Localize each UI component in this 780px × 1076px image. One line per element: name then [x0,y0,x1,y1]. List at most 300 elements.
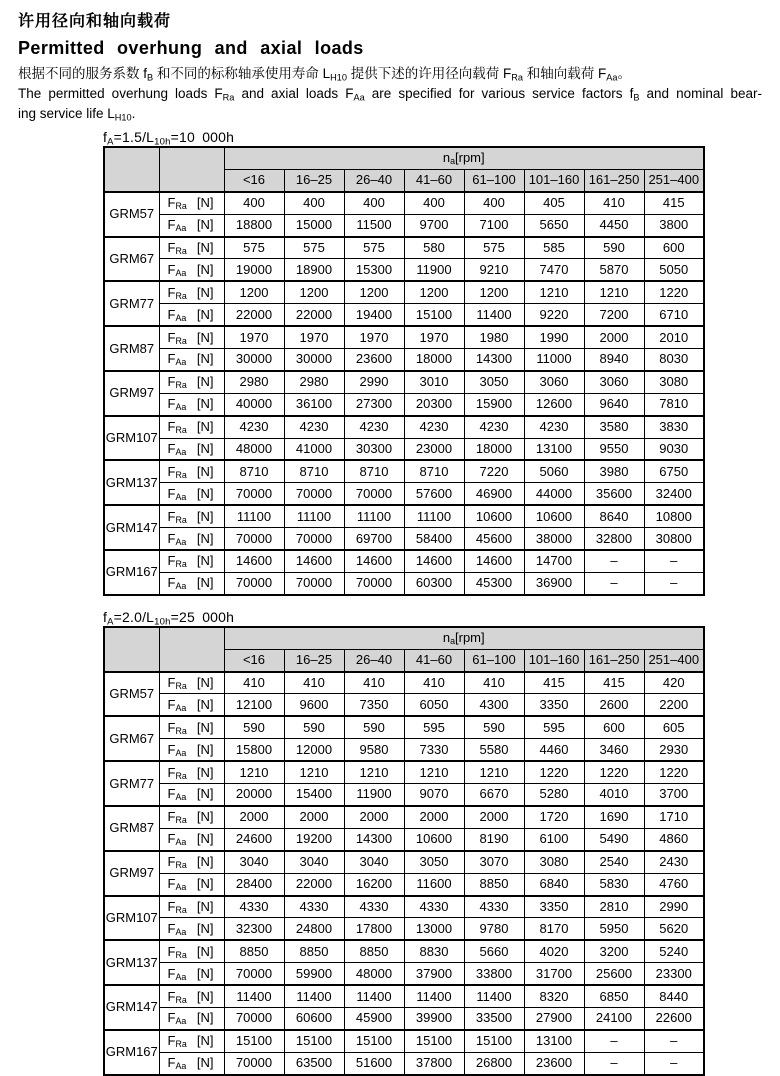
force-label: $F_{Ra}$ [N] [167,719,214,737]
force-label: $F_{Aa}$ [N] [167,741,214,758]
load-value-cell: 11500 [344,214,404,236]
force-label: $F_{Aa}$ [N] [167,306,214,323]
force-label-cell [159,505,224,527]
load-value-cell: 3980 [584,460,644,482]
force-label-cell [159,1030,224,1052]
load-value-cell: 46900 [464,483,524,505]
load-value-cell: 415 [644,192,704,214]
load-value-cell: 24600 [224,828,284,850]
load-value-cell: 3080 [644,371,704,393]
load-value-cell: 1220 [644,761,704,783]
load-value-cell: 1200 [284,281,344,303]
load-value-cell: 5650 [524,214,584,236]
load-value-cell: 15000 [284,214,344,236]
load-value-cell: 10600 [524,505,584,527]
force-label-cell [159,460,224,482]
load-value-cell: 1710 [644,806,704,828]
load-value-cell: 63500 [284,1052,344,1074]
force-label-cell [159,237,224,259]
speed-range-header: 26–40 [344,649,404,671]
load-value-cell: 6100 [524,828,584,850]
load-value-cell: 8830 [404,940,464,962]
speed-range-header: <16 [224,169,284,191]
subscript: Ra [175,335,187,346]
load-value-cell: 14600 [284,550,344,572]
load-value-cell: 70000 [284,483,344,505]
load-value-cell: 585 [524,237,584,259]
load-value-cell: 2000 [344,806,404,828]
load-value-cell: 30300 [344,438,404,460]
table-row [104,806,704,828]
table-row [104,918,704,940]
load-value-cell: 28400 [224,873,284,895]
load-value-cell: 2600 [584,694,644,716]
force-label-cell [159,483,224,505]
load-value-cell: 11100 [224,505,284,527]
unit-label: [N] [196,876,214,892]
load-value-cell: 10800 [644,505,704,527]
subscript: Ra [175,860,187,871]
load-value-cell: 4230 [524,416,584,438]
model-cell: GRM167 [104,1030,159,1075]
unit-label: [N] [196,719,214,735]
load-value-cell: 15400 [284,784,344,806]
load-value-cell: 9070 [404,784,464,806]
load-value-cell: 23000 [404,438,464,460]
table-row [104,828,704,850]
load-value-cell: 70000 [224,483,284,505]
load-value-cell: 13100 [524,438,584,460]
load-value-cell: 410 [224,672,284,694]
load-value-cell: 69700 [344,528,404,550]
speed-axis-header: $n_a[rpm]$ [224,627,704,649]
load-value-cell: 6850 [584,985,644,1007]
force-label-cell [159,326,224,348]
load-value-cell: 590 [344,716,404,738]
load-value-cell: 590 [284,716,344,738]
load-value-cell: 14600 [464,550,524,572]
load-value-cell: 8440 [644,985,704,1007]
caption-text: =10 000h [170,129,235,145]
load-value-cell: 575 [464,237,524,259]
load-value-cell: 5950 [584,918,644,940]
force-label-cell [159,438,224,460]
intro-zh-text: 根据不同的服务系数 f [18,66,148,81]
force-label-cell [159,214,224,236]
load-value-cell: – [644,572,704,594]
unit-label: [N] [196,261,214,277]
intro-paragraph-en-line2 [18,104,762,124]
speed-range-header: 101–160 [524,649,584,671]
force-label: $F_{Aa}$ [N] [167,1010,214,1027]
load-value-cell: 3460 [584,739,644,761]
unit-label: [N] [196,240,214,255]
force-label-cell [159,940,224,962]
intro-en-text: . [131,106,136,121]
subscript: A [107,616,114,628]
load-value-cell: 45900 [344,1007,404,1029]
speed-range-header: 61–100 [464,169,524,191]
force-label: $F_{Ra}$ [N] [167,195,214,212]
load-value-cell: 1690 [584,806,644,828]
unit-label: [N] [196,419,214,435]
load-value-cell: 20000 [224,784,284,806]
speed-range-header: <16 [224,649,284,671]
load-value-cell: 27300 [344,393,404,415]
load-value-cell: 27900 [524,1007,584,1029]
subscript: Ra [175,425,187,436]
load-value-cell: 11600 [404,873,464,895]
table-row [104,281,704,303]
load-value-cell: 3060 [524,371,584,393]
load-value-cell: – [644,550,704,572]
speed-range-header: 61–100 [464,649,524,671]
table-corner-cell [159,147,224,192]
force-label: $F_{Ra}$ [N] [167,1033,214,1050]
load-value-cell: 4020 [524,940,584,962]
unit-label: [N] [196,741,214,757]
table-row [104,259,704,281]
caption-text: =1.5/L [113,129,155,145]
force-label: $F_{Ra}$ [N] [167,508,214,525]
load-value-cell: – [644,1030,704,1052]
load-value-cell: 2430 [644,851,704,873]
load-value-cell: 580 [404,237,464,259]
load-value-cell: 4010 [584,784,644,806]
caption-text: f [103,608,108,625]
table-row [104,784,704,806]
load-value-cell: 30000 [284,349,344,371]
load-value-cell: 4860 [644,828,704,850]
load-value-cell: 22000 [224,304,284,326]
load-value-cell: 5660 [464,940,524,962]
intro-en-text: and axial loads F [234,86,354,101]
subscript: A [107,136,114,148]
force-label: $F_{Ra}$ [N] [167,553,214,570]
page-title-zh: 许用径向和轴向载荷 [18,13,172,30]
load-value-cell: 22600 [644,1007,704,1029]
table-row [104,349,704,371]
force-label: $F_{Aa}$ [N] [167,261,214,279]
load-value-cell: 45600 [464,528,524,550]
load-value-cell: – [584,1052,644,1074]
unit-label: [N] [196,553,214,569]
load-value-cell: 7810 [644,393,704,415]
unit-label: [N] [196,786,214,802]
load-value-cell: 9210 [464,259,524,281]
load-value-cell: 4450 [584,214,644,236]
load-value-cell: 8940 [584,349,644,371]
load-value-cell: 13100 [524,1030,584,1052]
load-value-cell: 51600 [344,1052,404,1074]
subscript: Aa [175,447,187,458]
load-value-cell: 4330 [284,896,344,918]
load-value-cell: 11400 [344,985,404,1007]
model-cell: GRM137 [104,940,159,985]
force-label: $F_{Aa}$ [N] [167,1055,214,1072]
load-value-cell: 8030 [644,349,704,371]
unit-label: [N] [196,920,214,936]
table-row [104,438,704,460]
load-value-cell: 11400 [224,985,284,1007]
model-cell: GRM147 [104,505,159,550]
load-value-cell: 18800 [224,214,284,236]
load-value-cell: 1970 [284,326,344,348]
unit-label: [N] [196,195,214,211]
load-value-cell: 6750 [644,460,704,482]
model-cell: GRM87 [104,806,159,851]
load-value-cell: 58400 [404,528,464,550]
load-value-cell: 1720 [524,806,584,828]
load-value-cell: 590 [224,716,284,738]
load-value-cell: 11900 [344,784,404,806]
load-value-cell: 4230 [224,416,284,438]
force-label: $F_{Ra}$ [N] [167,898,214,916]
table-row [104,460,704,482]
load-value-cell: 1990 [524,326,584,348]
subscript: Aa [606,72,618,83]
load-value-cell: 19400 [344,304,404,326]
load-table-fa20 [103,626,705,1076]
load-table-fa15 [103,146,705,596]
load-value-cell: 7100 [464,214,524,236]
load-value-cell: 13000 [404,918,464,940]
load-value-cell: 9640 [584,393,644,415]
subscript: Ra [175,514,187,525]
load-value-cell: 1200 [344,281,404,303]
load-value-cell: 6710 [644,304,704,326]
caption-text: f [103,129,108,145]
unit-label: [N] [196,1055,214,1071]
load-value-cell: 45300 [464,572,524,594]
subscript: Ra [175,290,187,301]
unit-label: [N] [196,1033,214,1049]
load-value-cell: 1210 [524,281,584,303]
model-cell: GRM167 [104,550,159,595]
load-value-cell: 1200 [404,281,464,303]
load-value-cell: 2000 [284,806,344,828]
model-cell: GRM57 [104,672,159,717]
load-value-cell: 59900 [284,963,344,985]
load-value-cell: 3350 [524,896,584,918]
table-row [104,326,704,348]
load-value-cell: 22000 [284,873,344,895]
force-label-cell [159,259,224,281]
load-value-cell: 9550 [584,438,644,460]
load-value-cell: 35600 [584,483,644,505]
load-value-cell: 7220 [464,460,524,482]
subscript: Aa [175,312,187,323]
load-value-cell: 60600 [284,1007,344,1029]
load-value-cell: 3830 [644,416,704,438]
load-value-cell: 32400 [644,483,704,505]
load-value-cell: 3050 [464,371,524,393]
subscript: Ra [175,681,187,692]
table-row [104,572,704,594]
load-value-cell: 8190 [464,828,524,850]
table-row [104,694,704,716]
load-value-cell: – [644,1052,704,1074]
subscript: a [450,636,456,647]
table-row [104,761,704,783]
unit-label: [N] [196,943,214,959]
load-value-cell: 33800 [464,963,524,985]
load-value-cell: 2990 [344,371,404,393]
load-value-cell: 2200 [644,694,704,716]
load-value-cell: 8170 [524,918,584,940]
force-label-cell [159,828,224,850]
load-value-cell: 14700 [524,550,584,572]
table-corner-cell [104,147,159,192]
force-label: $F_{Aa}$ [N] [167,696,214,714]
model-cell: GRM147 [104,985,159,1030]
load-value-cell: 4330 [464,896,524,918]
force-label-cell [159,918,224,940]
load-value-cell: 410 [584,192,644,214]
model-cell: GRM97 [104,371,159,416]
load-value-cell: 38000 [524,528,584,550]
load-value-cell: 15100 [224,1030,284,1052]
force-label-cell [159,784,224,806]
load-value-cell: 18000 [404,349,464,371]
load-value-cell: 8710 [284,460,344,482]
subscript: 10h [154,136,171,148]
load-value-cell: 70000 [224,572,284,594]
table-row [104,873,704,895]
force-label-cell [159,1007,224,1029]
load-value-cell: 8850 [284,940,344,962]
subscript: Ra [175,470,187,481]
unit-label: [N] [196,696,214,712]
load-value-cell: 3800 [644,214,704,236]
load-value-cell: 1210 [584,281,644,303]
caption-text: =25 000h [170,608,235,625]
load-value-cell: 8850 [464,873,524,895]
load-value-cell: 48000 [224,438,284,460]
model-cell: GRM107 [104,416,159,461]
load-value-cell: 1980 [464,326,524,348]
load-value-cell: 19000 [224,259,284,281]
force-label-cell [159,192,224,214]
load-value-cell: 3040 [284,851,344,873]
unit-label: [N] [196,530,214,546]
subscript: Ra [175,770,187,781]
table-row [104,851,704,873]
load-value-cell: 410 [284,672,344,694]
table2-caption [103,608,762,628]
force-label-cell [159,371,224,393]
intro-en-text: and nominal bear- [639,86,762,101]
subscript: Aa [175,492,187,502]
force-label: $F_{Aa}$ [N] [167,351,214,368]
force-label: $F_{Aa}$ [N] [167,920,214,938]
subscript: Aa [175,223,187,234]
force-label: $F_{Ra}$ [N] [167,764,214,781]
load-value-cell: 1970 [224,326,284,348]
model-cell: GRM57 [104,192,159,237]
load-value-cell: 405 [524,192,584,214]
load-value-cell: 11400 [284,985,344,1007]
load-value-cell: 70000 [224,963,284,985]
subscript: Ra [175,201,187,212]
force-label-cell [159,985,224,1007]
load-value-cell: 6050 [404,694,464,716]
unit-label: [N] [196,965,214,981]
table-row [104,371,704,393]
load-value-cell: 12000 [284,739,344,761]
force-label-cell [159,694,224,716]
load-value-cell: 5060 [524,460,584,482]
unit-label: [N] [196,217,214,233]
intro-en-text: The permitted overhung loads F [18,86,223,101]
intro-en-text: ing service life L [18,106,115,121]
load-value-cell: 57600 [404,483,464,505]
table-row [104,985,704,1007]
load-value-cell: 2990 [644,896,704,918]
load-value-cell: 3010 [404,371,464,393]
load-value-cell: 70000 [344,483,404,505]
unit-label: [N] [196,1010,214,1026]
table-row [104,1007,704,1029]
load-value-cell: 2980 [284,371,344,393]
subscript: Ra [175,994,187,1005]
load-value-cell: 2000 [224,806,284,828]
load-value-cell: 12600 [524,393,584,415]
subscript: Aa [175,971,187,982]
subscript: H10 [330,72,347,83]
subscript: Ra [175,905,187,916]
force-label-cell [159,896,224,918]
load-value-cell: 3060 [584,371,644,393]
table-row [104,1030,704,1052]
load-value-cell: 6670 [464,784,524,806]
load-value-cell: 10600 [464,505,524,527]
force-label-cell [159,281,224,303]
load-value-cell: 14300 [344,828,404,850]
unit-label: [N] [196,351,214,367]
intro-zh-text: 和轴向载荷 F [522,66,607,81]
subscript: Aa [175,581,187,592]
speed-range-header: 101–160 [524,169,584,191]
unit-label: [N] [196,463,214,479]
subscript: Aa [353,92,365,103]
model-cell: GRM137 [104,460,159,505]
load-value-cell: 41000 [284,438,344,460]
load-value-cell: 15100 [404,1030,464,1052]
table-row [104,716,704,738]
speed-range-header: 251–400 [644,169,704,191]
load-value-cell: 11100 [344,505,404,527]
load-value-cell: 1200 [464,281,524,303]
model-cell: GRM97 [104,851,159,896]
unit-label: [N] [196,575,214,591]
speed-range-header: 161–250 [584,169,644,191]
load-value-cell: 1200 [224,281,284,303]
load-value-cell: 1210 [224,761,284,783]
load-value-cell: 37900 [404,963,464,985]
force-label-cell [159,1052,224,1074]
load-value-cell: 24800 [284,918,344,940]
load-value-cell: 7350 [344,694,404,716]
load-value-cell: 5830 [584,873,644,895]
load-value-cell: 23600 [524,1052,584,1074]
load-value-cell: 7200 [584,304,644,326]
force-label-cell [159,416,224,438]
force-label-cell [159,393,224,415]
subscript: Aa [175,1061,187,1072]
intro-en-text: are specified for various service factors f [364,86,634,101]
subscript: Aa [175,882,187,893]
